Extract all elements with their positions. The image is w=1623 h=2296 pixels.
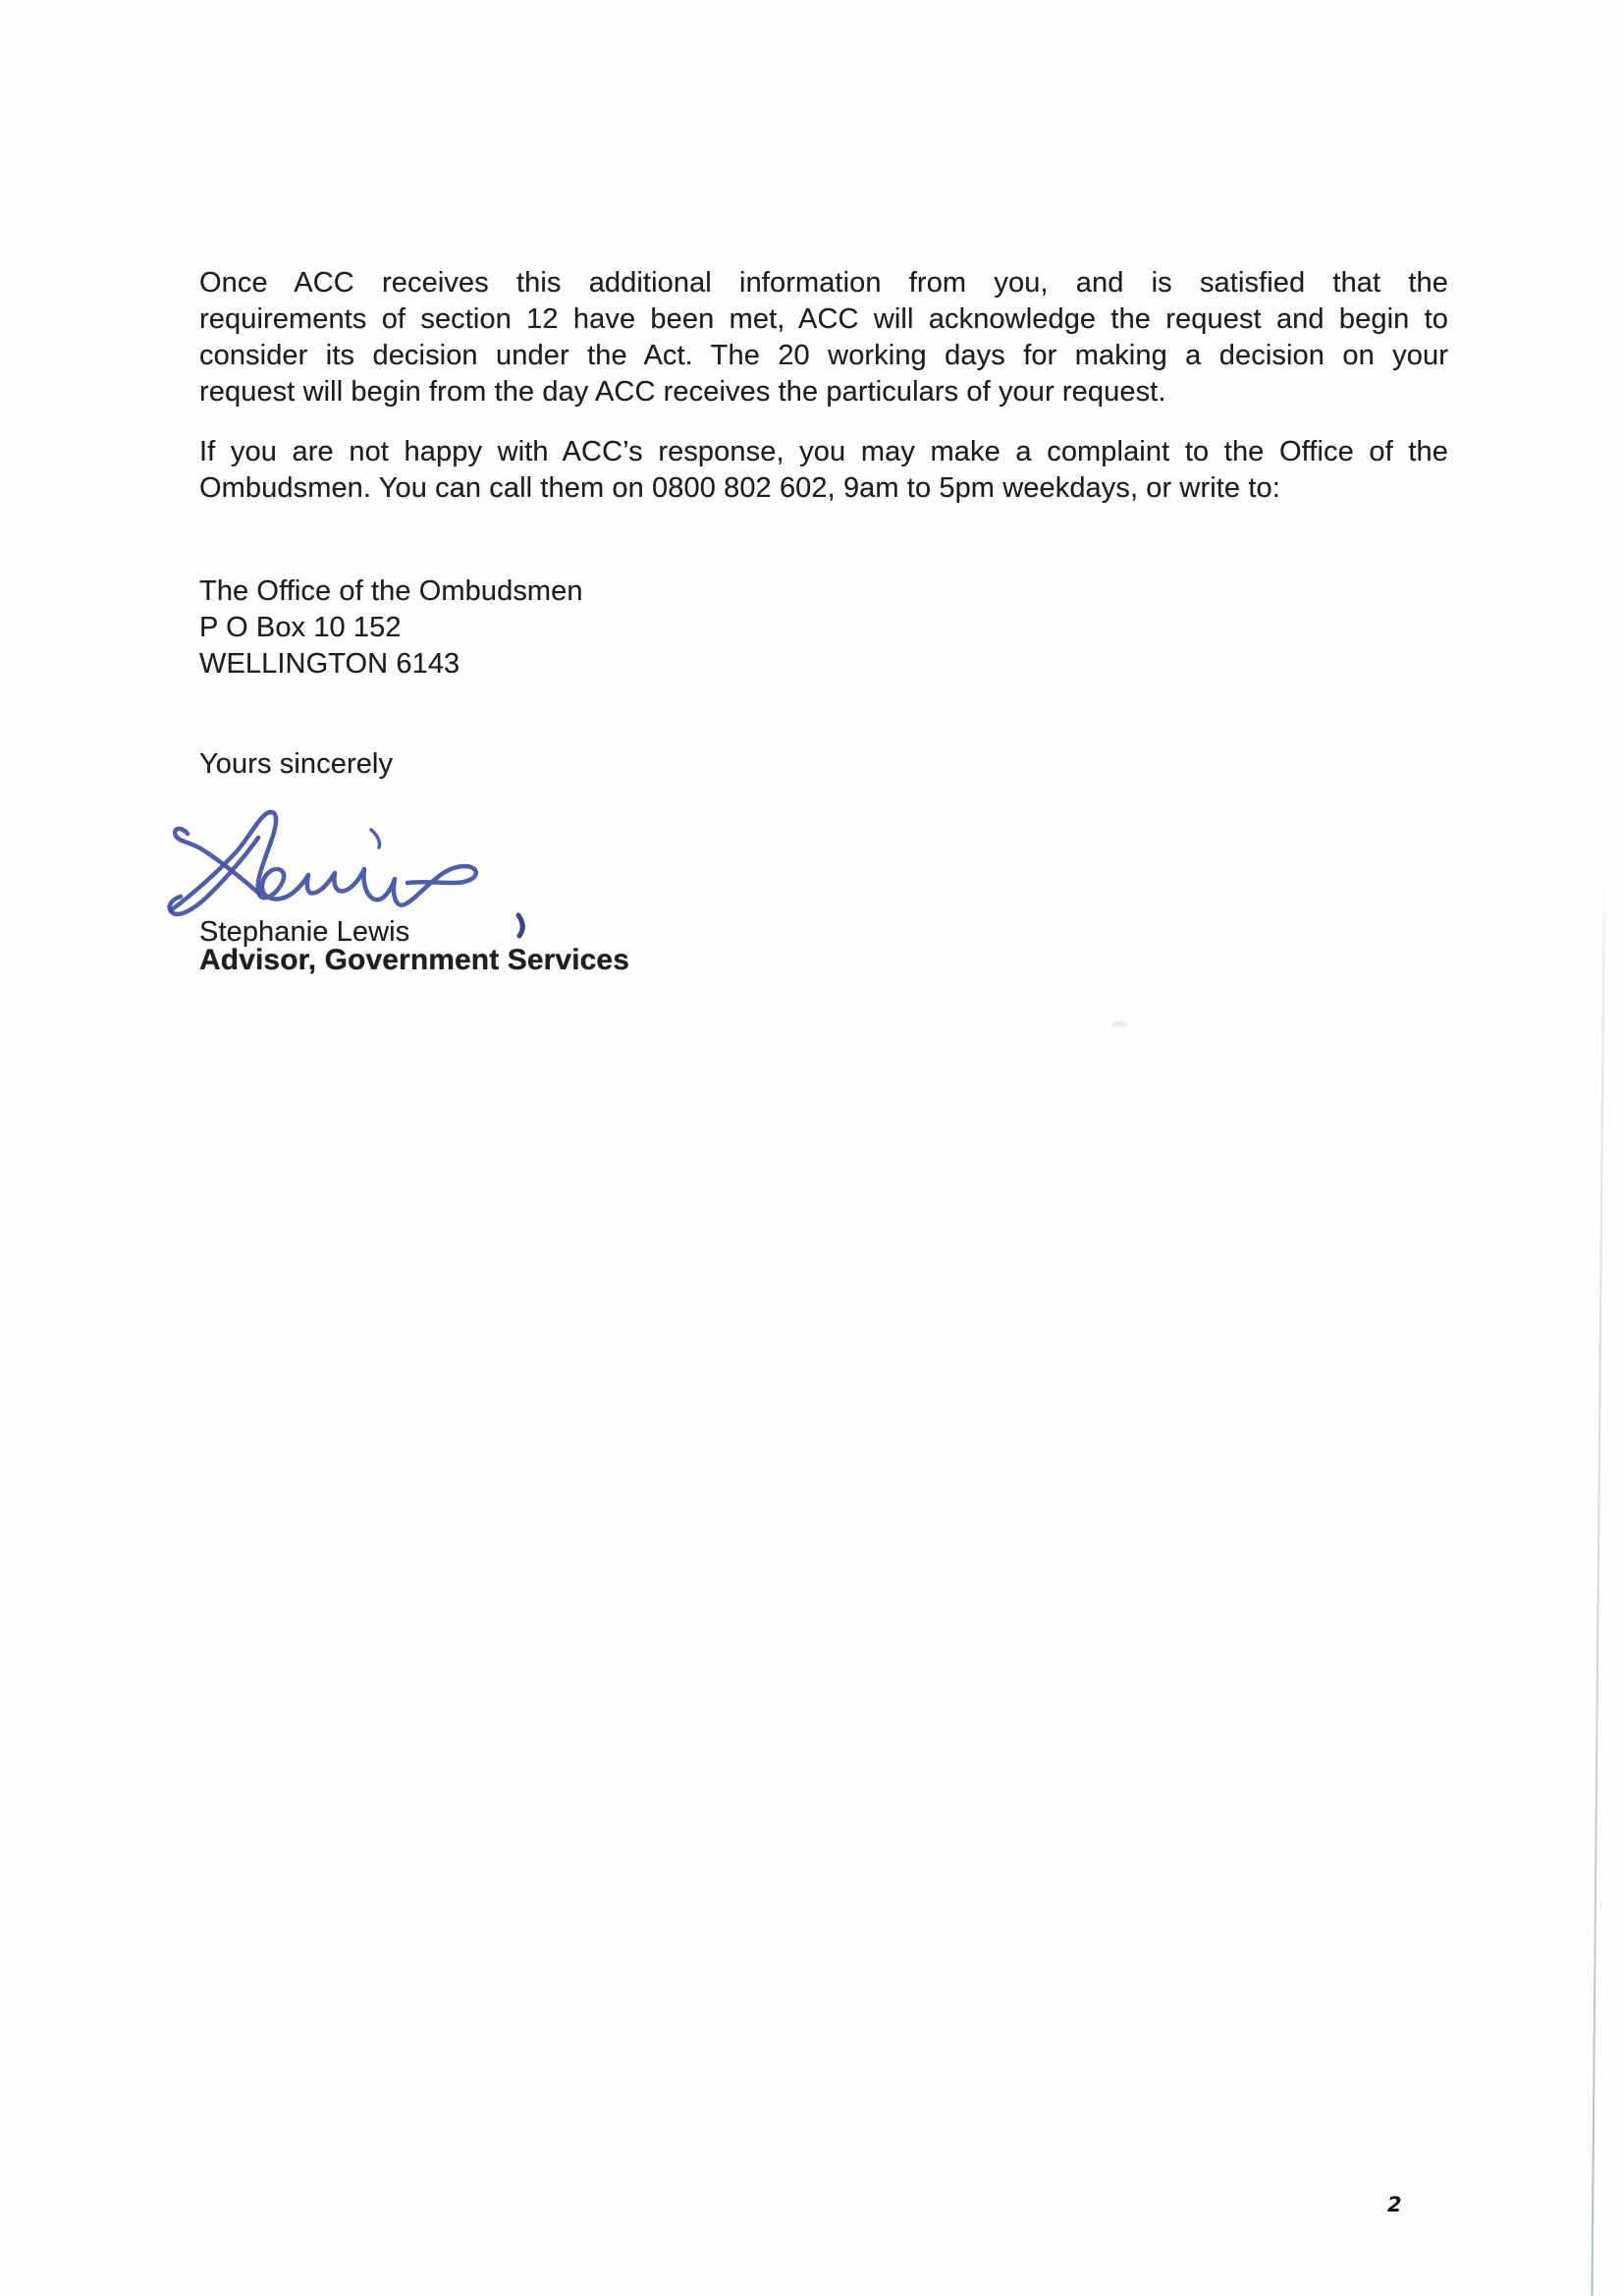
recipient-address (199, 574, 1448, 683)
text-line: If you are not happy with ACC’s response, you may make a complaint to the Office of the (199, 436, 1448, 467)
text-line: WELLINGTON 6143 (199, 648, 460, 680)
signer-title: Advisor, Government Services (199, 944, 629, 976)
scan-smudge-artifact (1111, 1021, 1127, 1026)
text-line: The Office of the Ombudsmen (199, 575, 583, 607)
signer-name: Stephanie Lewis (199, 916, 410, 948)
scan-edge-artifact (1591, 877, 1605, 2296)
signature-tick (371, 830, 380, 847)
signature-stroke (175, 829, 259, 894)
body-paragraph-1 (199, 265, 1448, 410)
body-paragraph-2 (199, 434, 1448, 507)
text-line: Once ACC receives this additional information from you, and is satisfied that the (199, 267, 1448, 299)
page-number: 2 (1387, 2193, 1403, 2216)
text-line: P O Box 10 152 (199, 612, 402, 643)
signature-stroke (171, 812, 476, 910)
text-line: Ombudsmen. You can call them on 0800 802 602, 9am to 5pm weekdays, or write to: (199, 472, 1280, 504)
signature-stroke (170, 838, 258, 914)
closing-salutation: Yours sincerely (199, 748, 394, 780)
text-line: request will begin from the day ACC receives the particulars of your request. (199, 376, 1166, 408)
text-line: consider its decision under the Act. The 20 working days for making a decision on your (199, 340, 1448, 371)
text-line: requirements of section 12 have been met, ACC will acknowledge the request and begin to (199, 303, 1448, 335)
